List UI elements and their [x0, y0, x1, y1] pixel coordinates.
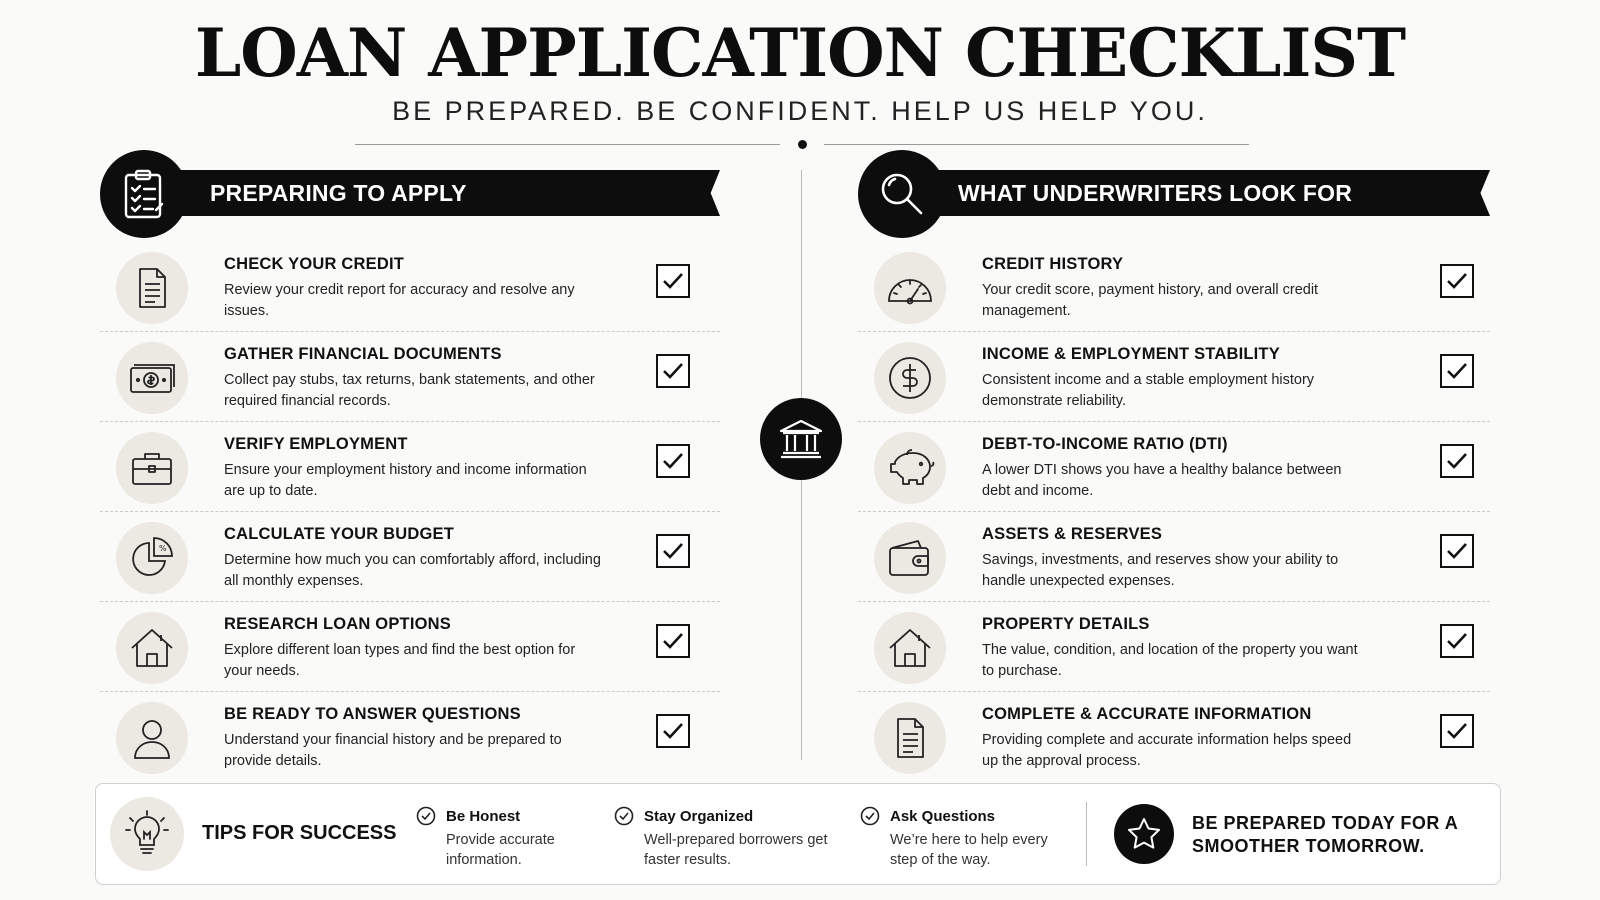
section-heading: PREPARING TO APPLY	[210, 180, 467, 206]
checklist-item: CHECK YOUR CREDIT Review your credit report for accuracy and resolve any issues.	[100, 242, 720, 332]
checkbox-checked[interactable]	[1440, 534, 1474, 568]
check-circle-icon	[614, 806, 634, 826]
checkbox-checked[interactable]	[656, 264, 690, 298]
tips-divider	[1086, 802, 1087, 866]
checklist-item: BE READY TO ANSWER QUESTIONS Understand your financial history and be prepared to provide details.	[100, 692, 720, 781]
checkbox-checked[interactable]	[656, 624, 690, 658]
person-icon	[116, 702, 188, 774]
wallet-icon	[874, 522, 946, 594]
header-rule-right	[824, 144, 1249, 145]
piggy-bank-icon	[874, 432, 946, 504]
checkbox-checked[interactable]	[656, 714, 690, 748]
checklist-item: VERIFY EMPLOYMENT Ensure your employment history and income information are up to date.	[100, 422, 720, 512]
svg-text:%: %	[159, 544, 167, 553]
checklist-item: RESEARCH LOAN OPTIONS Explore different loan types and find the best option for your needs.	[100, 602, 720, 692]
preparing-section	[100, 150, 720, 781]
house-icon	[874, 612, 946, 684]
lightbulb-icon	[110, 797, 184, 871]
pie-chart-icon	[116, 522, 188, 594]
header-rule-left	[355, 144, 780, 145]
page-title: LOAN APPLICATION CHECKLIST	[194, 14, 1406, 92]
house-icon	[116, 612, 188, 684]
check-circle-icon	[860, 806, 880, 826]
clipboard-icon	[100, 150, 188, 238]
section-heading: WHAT UNDERWRITERS LOOK FOR	[958, 180, 1353, 206]
checklist-item: PROPERTY DETAILS The value, condition, and location of the property you want to purchase.	[858, 602, 1490, 692]
checkbox-checked[interactable]	[656, 354, 690, 388]
star-icon	[1114, 804, 1174, 864]
dollar-icon	[874, 342, 946, 414]
checklist-item: ASSETS & RESERVES Savings, investments, and reserves show your ability to handle unexpected expenses.	[858, 512, 1490, 602]
document-icon	[116, 252, 188, 324]
checklist-item: COMPLETE & ACCURATE INFORMATION Providing complete and accurate information helps speed up the approval process.	[858, 692, 1490, 781]
checklist-item: DEBT-TO-INCOME RATIO (DTI) A lower DTI shows you have a healthy balance between debt and income.	[858, 422, 1490, 512]
document-icon	[874, 702, 946, 774]
check-circle-icon	[416, 806, 436, 826]
header-rule-dot	[798, 140, 807, 149]
briefcase-icon	[116, 432, 188, 504]
checkbox-checked[interactable]	[656, 534, 690, 568]
checklist-item: % CALCULATE YOUR BUDGET Determine how much you can comfortably afford, including all monthly expenses.	[100, 512, 720, 602]
checkbox-checked[interactable]	[1440, 444, 1474, 478]
checkbox-checked[interactable]	[1440, 624, 1474, 658]
checklist-item: INCOME & EMPLOYMENT STABILITY Consistent income and a stable employment history demonstrate reliability.	[858, 332, 1490, 422]
checklist-item: CREDIT HISTORY Your credit score, payment history, and overall credit management.	[858, 242, 1490, 332]
checkbox-checked[interactable]	[1440, 264, 1474, 298]
tips-heading: TIPS FOR SUCCESS	[202, 822, 397, 844]
underwriters-section	[858, 150, 1490, 781]
section-banner	[858, 150, 1490, 240]
cash-icon	[116, 342, 188, 414]
checklist-item: GATHER FINANCIAL DOCUMENTS Collect pay stubs, tax returns, bank statements, and other required financial records.	[100, 332, 720, 422]
magnifier-icon	[858, 150, 946, 238]
bank-icon	[760, 398, 842, 480]
tagline: BE PREPARED TODAY FOR A SMOOTHER TOMORROW.	[1192, 813, 1458, 856]
section-banner	[100, 150, 720, 240]
gauge-icon	[874, 252, 946, 324]
tips-panel: TIPS FOR SUCCESS Be Honest Provide accurate information. Stay Organized Well-prepared borrowers get faster results. Ask Questions We’re here to help every step of the way. BE PREPARED TODAY FOR A SMOOTHER TOMORROW.	[95, 783, 1501, 885]
page-subtitle: BE PREPARED. BE CONFIDENT. HELP US HELP YOU.	[392, 96, 1208, 126]
checkbox-checked[interactable]	[656, 444, 690, 478]
checkbox-checked[interactable]	[1440, 354, 1474, 388]
checkbox-checked[interactable]	[1440, 714, 1474, 748]
